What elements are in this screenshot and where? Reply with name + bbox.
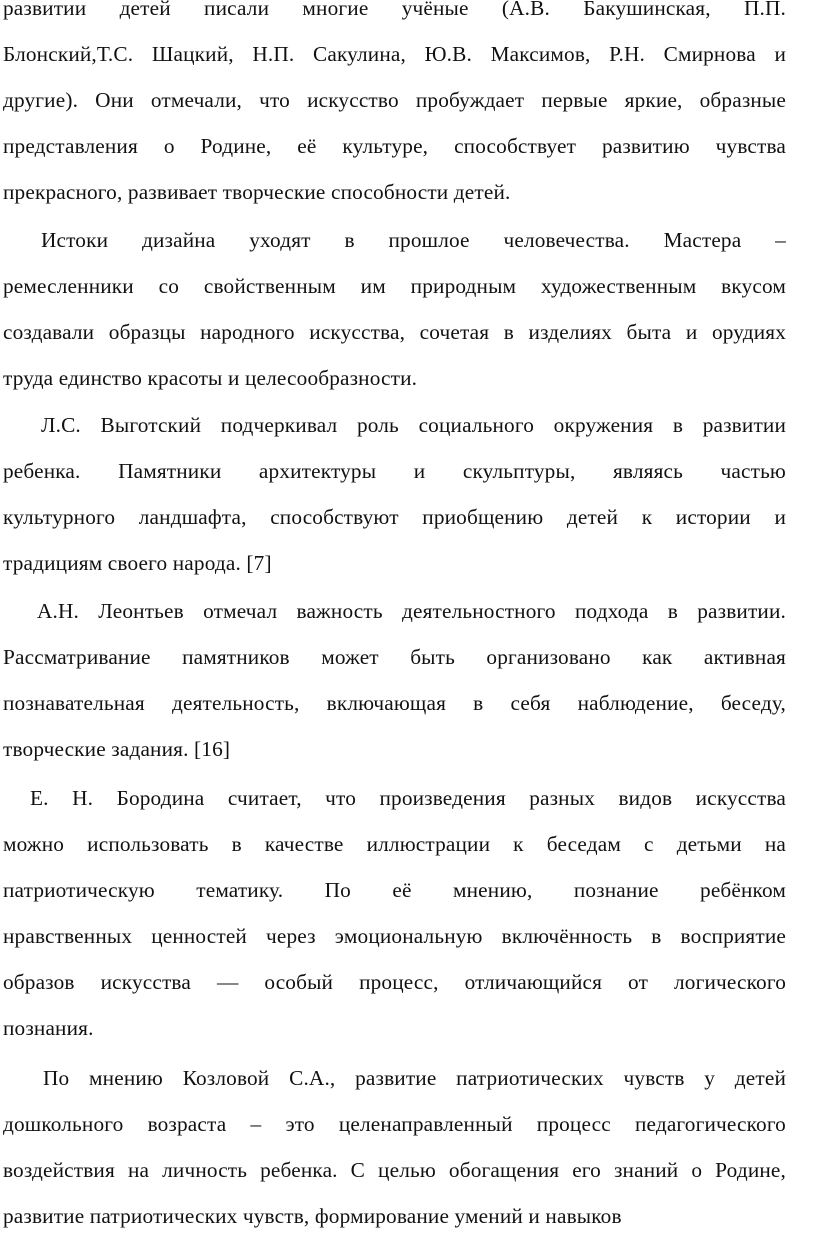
text-line: познавательная деятельность, включающая в себя наблюдение, беседу, [3,691,786,715]
document-page [3,0,786,1239]
text-line: образов искусства — особый процесс, отличающийся от логического [3,970,786,994]
text-line: нравственных ценностей через эмоциональную включённость в восприятие [3,924,786,948]
text-line: традициям своего народа. [7] [3,551,272,575]
text-line: творческие задания. [16] [3,737,231,761]
text-line: дошкольного возраста – это целенаправленный процесс педагогического [3,1112,786,1136]
text-line: ребенка. Памятники архитектуры и скульптуры, являясь частью [3,459,786,483]
paragraph [3,775,786,1051]
text-line: представления о Родине, её культуре, способствует развитию чувства [3,134,786,158]
text-line: труда единство красоты и целесообразности. [3,366,418,390]
text-line: прекрасного, развивает творческие способности детей. [3,180,511,204]
text-line: Л.С. Выготский подчеркивал роль социального окружения в развитии [41,413,786,437]
text-line: патриотическую тематику. По её мнению, познание ребёнком [3,878,786,902]
paragraph [3,588,786,772]
text-line: Е. Н. Бородина считает, что произведения разных видов искусства [30,786,786,810]
text-line: развитии детей писали многие учёные (А.В. Бакушинская, П.П. [3,0,786,20]
text-line: культурного ландшафта, способствуют приобщению детей к истории и [3,505,786,529]
text-line: По мнению Козловой С.А., развитие патриотических чувств у детей [43,1066,786,1090]
text-line: Истоки дизайна уходят в прошлое человечества. Мастера – [41,228,786,252]
text-line: создавали образцы народного искусства, сочетая в изделиях быта и орудиях [3,320,786,344]
text-line: Рассматривание памятников может быть организовано как активная [3,645,786,669]
text-line: ремесленники со свойственным им природным художественным вкусом [3,274,786,298]
text-line: воздействия на личность ребенка. С целью обогащения его знаний о Родине, [3,1158,786,1182]
text-line: познания. [3,1016,94,1040]
text-line: развитие патриотических чувств, формирование умений и навыков [3,1204,622,1228]
paragraph [3,1055,786,1239]
text-line: другие). Они отмечали, что искусство пробуждает первые яркие, образные [3,88,786,112]
text-line: можно использовать в качестве иллюстрации к беседам с детьми на [3,832,786,856]
text-line: Блонский,Т.С. Шацкий, Н.П. Сакулина, Ю.В. Максимов, Р.Н. Смирнова и [3,42,786,66]
text-line: А.Н. Леонтьев отмечал важность деятельностного подхода в развитии. [37,599,786,623]
paragraph [3,402,786,586]
paragraph [3,0,786,215]
paragraph [3,217,786,401]
